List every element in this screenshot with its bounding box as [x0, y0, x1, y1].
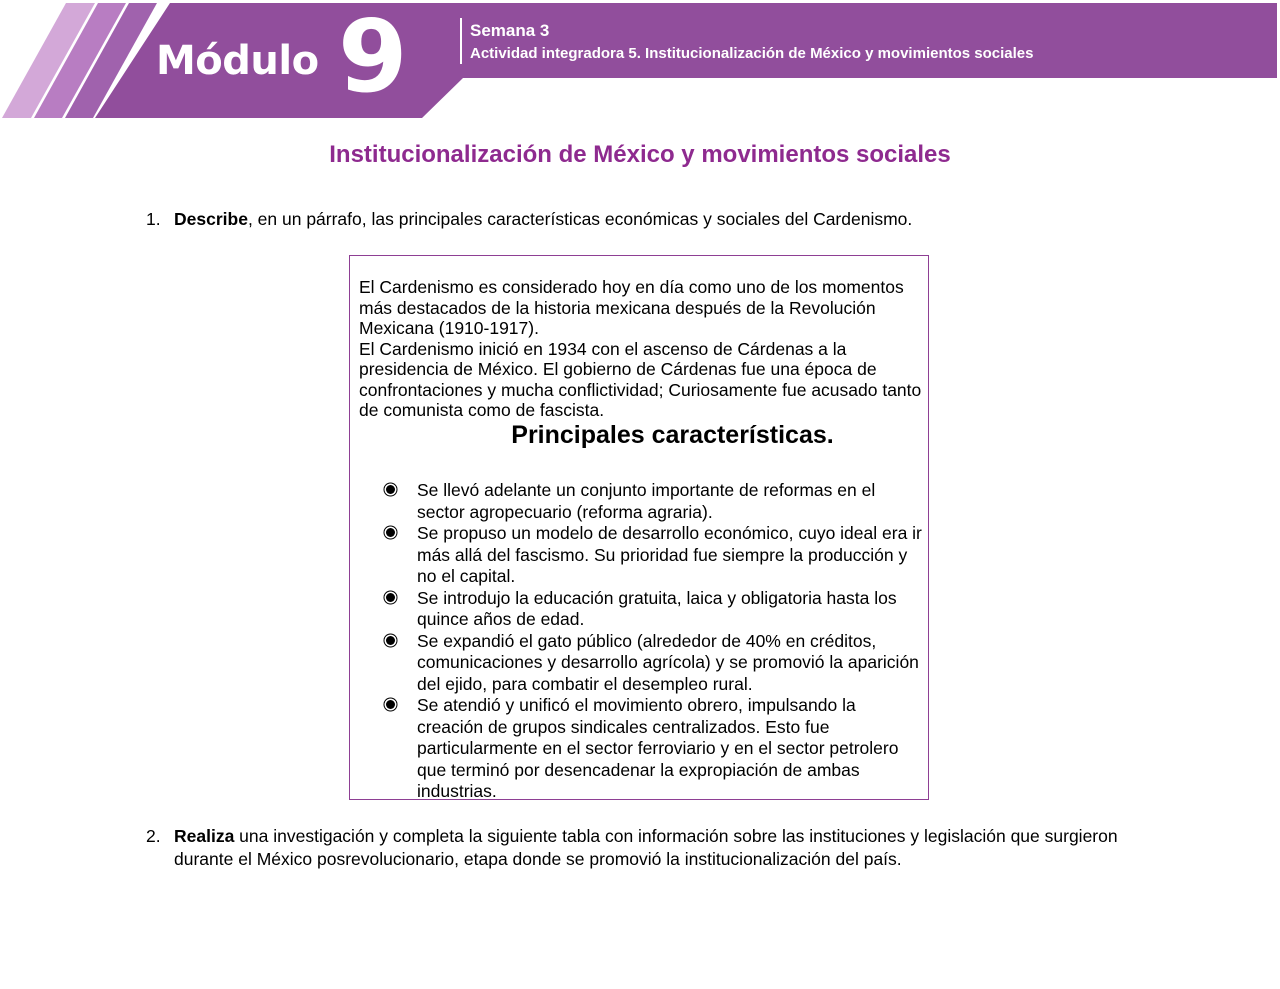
bullet-icon	[386, 528, 395, 537]
intro-paragraph-2: El Cardenismo inició en 1934 con el ascenso de Cárdenas a la presidencia de México. El gobierno de Cárdenas fue una época de confrontaciones y mucha conflictividad; Curiosamente fue acusado tanto de comunista como de fascista.	[359, 338, 922, 420]
bullet-icon	[386, 636, 395, 645]
characteristics-list	[386, 480, 926, 803]
page-title: Institucionalización de México y movimientos sociales	[329, 141, 951, 168]
question-body: , en un párrafo, las principales características económicas y sociales del Cardenismo.	[247, 209, 913, 229]
question-number: 2.	[146, 826, 161, 846]
question-verb: Describe	[174, 209, 248, 229]
list-item-text: Se expandió el gato público (alrededor de 40% en créditos, comunicaciones y desarrollo agrícola) y se promovió la aparición del ejido, para combatir el desempleo rural.	[417, 630, 919, 694]
question-text	[174, 825, 1144, 871]
list-item	[386, 480, 926, 523]
question-verb: Realiza	[174, 826, 235, 846]
list-item-text: Se propuso un modelo de desarrollo económico, cuyo ideal era ir más allá del fascismo. Su prioridad fue siempre la producción y no el capital.	[417, 523, 922, 586]
list-item	[386, 523, 926, 588]
list-item-text: Se llevó adelante un conjunto importante de reformas en el sector agropecuario (reforma agraria).	[417, 480, 876, 522]
characteristics-heading: Principales características.	[511, 421, 834, 449]
module-label: Módulo	[156, 38, 319, 84]
intro-paragraph-1: El Cardenismo es considerado hoy en día como uno de los momentos más destacados de la historia mexicana después de la Revolución Mexicana (1910-1917).	[359, 277, 904, 338]
question-body: una investigación y completa la siguiente tabla con información sobre las instituciones y legislación que surgieron durante el México posrevolucionario, etapa donde se promovió la institucionalización del país.	[174, 826, 1118, 869]
header-divider	[460, 18, 462, 64]
module-number: 9	[338, 0, 408, 115]
bullet-icon	[386, 700, 395, 709]
week-label: Semana 3	[470, 21, 550, 40]
answer-box	[349, 255, 929, 800]
question-number: 1.	[146, 209, 161, 229]
activity-title: Actividad integradora 5. Institucionalización de México y movimientos sociales	[470, 45, 1034, 62]
list-item	[386, 631, 926, 696]
list-item-text: Se atendió y unificó el movimiento obrero, impulsando la creación de grupos sindicales centralizados. Esto fue particularmente en el sector ferroviario y en el sector petrolero que terminó por desencadenar la expropiación de ambas industrias.	[417, 695, 899, 801]
bullet-icon	[386, 593, 395, 602]
answer-intro	[359, 277, 924, 421]
question-text	[174, 208, 912, 231]
bullet-icon	[386, 485, 395, 494]
module-banner	[0, 0, 1280, 120]
list-item	[386, 695, 926, 803]
list-item-text: Se introdujo la educación gratuita, laica y obligatoria hasta los quince años de edad.	[417, 587, 897, 629]
list-item	[386, 588, 926, 631]
